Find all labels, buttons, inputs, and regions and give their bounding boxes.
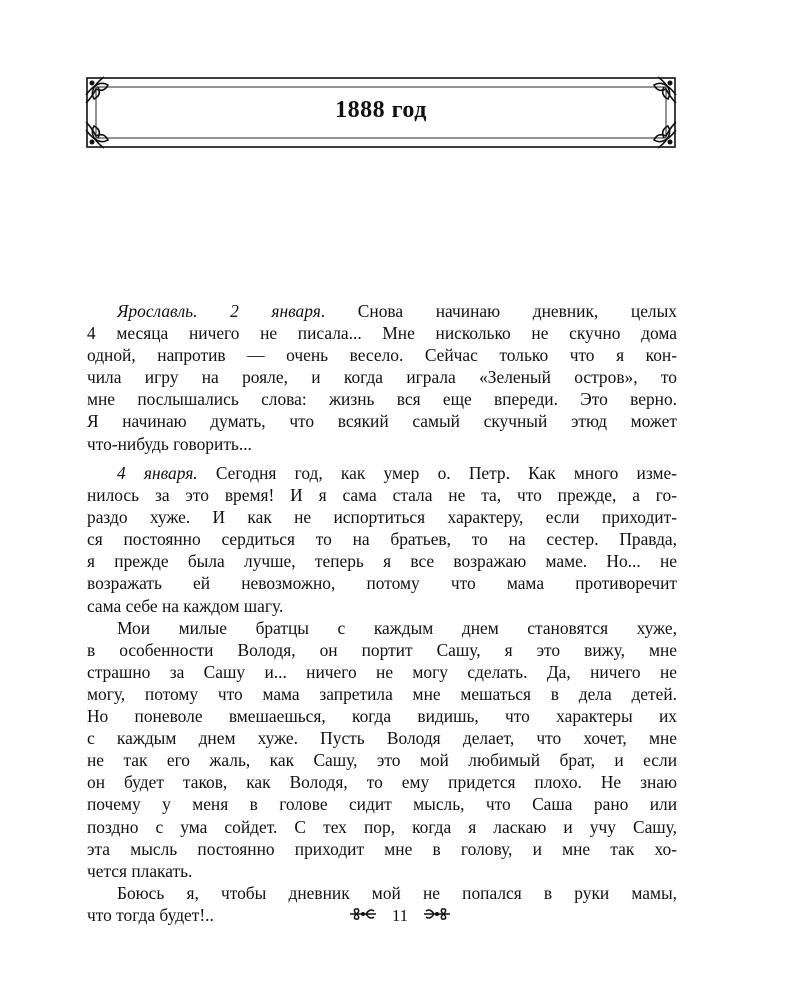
right-ornament-icon [422,906,452,927]
left-ornament-icon [348,906,378,927]
text-line: я прежде была лучше, теперь я все возражаю маме. Но... не [87,551,677,572]
text-line: что тогда будет!.. [87,904,214,925]
text-line: не так его жаль, как Сашу, это мой любимый брат, и если [87,750,677,771]
text-line: Боюсь я, чтобы дневник мой не попался в руки мамы, [117,882,677,903]
text-line: возражать ей невозможно, потому что мама противоречит [87,573,677,594]
text-line: страшно за Сашу и... ничего не могу сделать. Да, ничего не [87,661,677,682]
text-line: что-нибудь говорить... [87,433,252,454]
text-line: ся постоянно сердиться то на братьев, то на сестер. Правда, [87,529,677,550]
text-line: почему у меня в голове сидит мысль, что Саша рано или [87,794,677,815]
page-footer [0,905,800,927]
text-line: Мои милые братцы с каждым днем становятся хуже, [117,617,677,638]
text-line: сама себе на каждом шагу. [87,595,284,616]
text-line: 4 января. Сегодня год, как умер о. Петр. Как много изме- [117,463,677,483]
text-line: Но поневоле вмешаешься, когда видишь, что характеры их [87,706,677,727]
page-number: 11 [391,906,409,926]
text-line: Ярославль. 2 января. Снова начинаю дневник, целых [117,301,677,321]
text-line: могу, потому что мама запретила мне мешаться в дела детей. [87,683,677,704]
text-line: раздо хуже. И как не испортиться характеру, если приходит- [87,507,677,528]
text-line: эта мысль постоянно приходит мне в голову, и мне так хо- [87,838,677,859]
diary-entry-jan-2 [87,300,677,455]
text-line: мне послышались слова: жизнь вся еще впереди. Это верно. [87,389,677,410]
diary-entry-jan-4 [87,462,677,926]
text-line: Я начинаю думать, что всякий самый скучный этюд может [87,411,677,432]
text-line: поздно с ума сойдет. С тех пор, когда я ласкаю и учу Сашу, [87,816,677,837]
chapter-title: 1888 год [335,97,427,123]
text-line: с каждым днем хуже. Пусть Володя делает, что хочет, мне [87,728,677,749]
text-line: в особенности Володя, он портит Сашу, я это вижу, мне [87,639,677,660]
text-line: он будет таков, как Володя, то ему придется плохо. Не знаю [87,772,677,793]
text-line: 4 месяца ничего не писала... Мне нисколько не скучно дома [87,323,677,344]
text-line: чется плакать. [87,860,193,881]
text-line: одной, напротив — очень весело. Сейчас только что я кон- [87,345,677,366]
text-line: нилось за это время! И я сама стала не та, что прежде, а го- [87,485,677,506]
chapter-header-frame [84,75,678,150]
text-line: чила игру на рояле, и когда играла «Зеленый остров», то [87,367,677,388]
